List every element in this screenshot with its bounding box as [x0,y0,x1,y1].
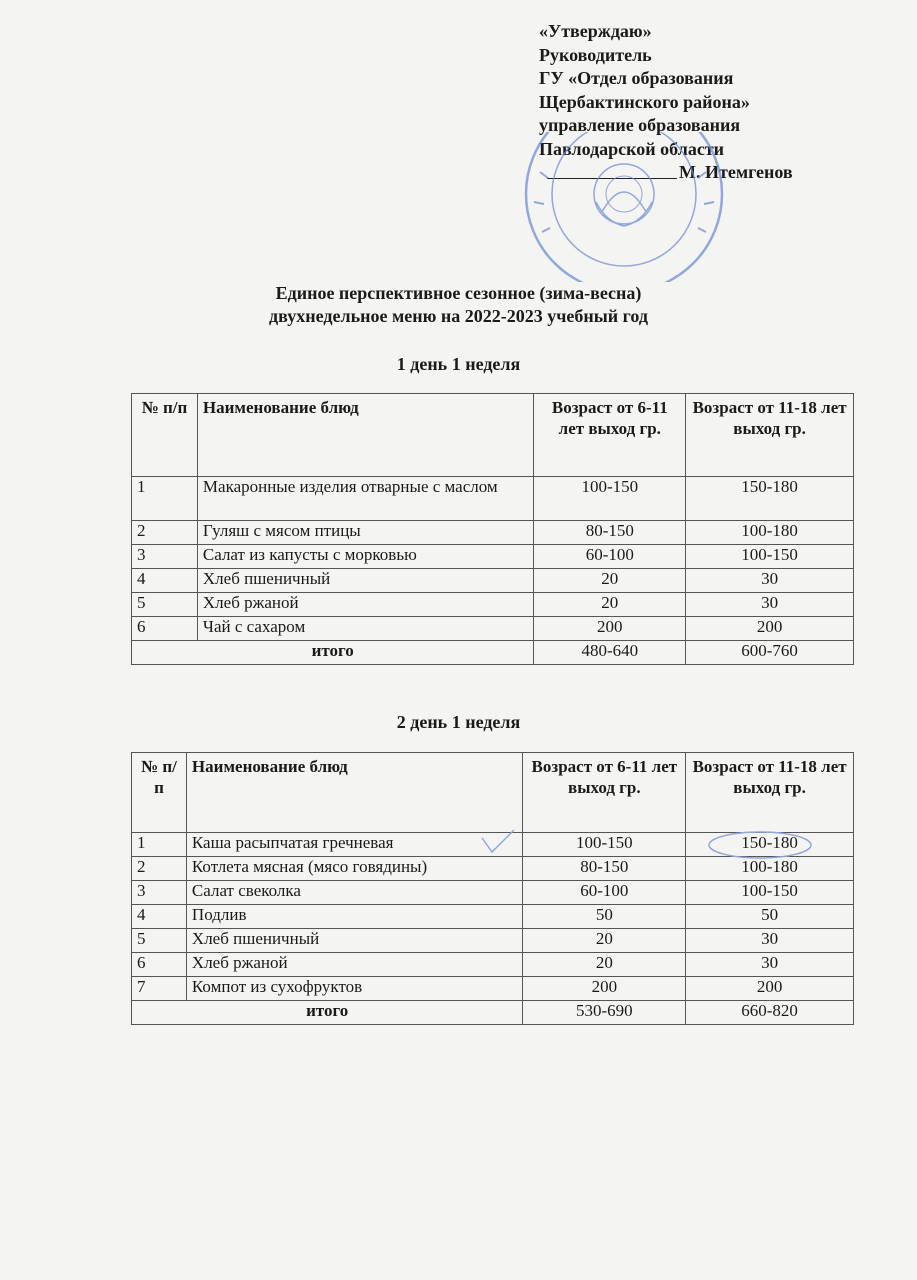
approval-line: ГУ «Отдел образования [539,68,734,88]
cell-dish: Салат из капусты с морковью [197,545,534,569]
cell-dish: Хлеб ржаной [197,593,534,617]
cell-dish: Хлеб пшеничный [197,569,534,593]
cell-age1: 60-100 [523,881,686,905]
checkmark-icon [478,826,518,856]
cell-num: 4 [132,569,198,593]
day1-menu-table [131,393,854,665]
table-header-row [132,394,854,477]
cell-dish: Чай с сахаром [197,617,534,641]
cell-age1: 100-150 [534,477,686,521]
cell-age2: 30 [686,929,854,953]
cell-age1: 100-150 [523,833,686,857]
cell-dish: Салат свеколка [186,881,523,905]
approval-line: управление образования [539,115,741,135]
signer-name: М. Итемгенов [679,162,793,182]
cell-age1: 20 [534,593,686,617]
total-row [132,1001,854,1025]
approval-line: Руководитель [539,44,652,65]
total-label: итого [132,641,534,665]
cell-age1: 80-150 [534,521,686,545]
cell-num: 3 [132,545,198,569]
cell-num: 6 [132,617,198,641]
official-seal-icon [512,132,732,282]
cell-age2: 150-180 [686,477,854,521]
cell-num: 1 [132,477,198,521]
table-row [132,905,854,929]
cell-num: 2 [132,857,187,881]
table-row [132,545,854,569]
cell-age2: 150-180 [686,833,854,857]
cell-age2: 30 [686,569,854,593]
table-row [132,977,854,1001]
header-num: № п/п [132,394,198,477]
day2-heading: 2 день 1 неделя [396,712,521,732]
day1-heading: 1 день 1 неделя [396,354,521,374]
day2-menu-table [131,752,854,1025]
cell-num: 3 [132,881,187,905]
total-age1: 530-690 [523,1001,686,1025]
cell-dish: Каша расыпчатая гречневая [186,833,523,857]
cell-age1: 20 [534,569,686,593]
cell-age1: 200 [523,977,686,1001]
cell-dish: Хлеб пшеничный [186,929,523,953]
cell-dish: Макаронные изделия отварные с маслом [197,477,534,521]
cell-age2: 100-180 [686,857,854,881]
table-row [132,521,854,545]
cell-num: 6 [132,953,187,977]
cell-dish: Компот из сухофруктов [186,977,523,1001]
title-line: Единое перспективное сезонное (зима-весна) [275,283,642,303]
cell-dish: Котлета мясная (мясо говядины) [186,857,523,881]
total-age2: 600-760 [686,641,854,665]
cell-num: 4 [132,905,187,929]
approval-line: Павлодарской области [539,138,725,159]
table-row [132,569,854,593]
table-row [132,477,854,521]
cell-dish: Подлив [186,905,523,929]
cell-age2: 30 [686,953,854,977]
table-header-row [132,753,854,833]
header-age-6-11: Возраст от 6-11 лет выход гр. [523,753,686,833]
approval-line: Щербактинского района» [539,91,750,112]
approval-line: «Утверждаю» [539,21,652,41]
header-name: Наименование блюд [197,394,534,477]
cell-age2: 200 [686,977,854,1001]
cell-age1: 200 [534,617,686,641]
cell-age1: 20 [523,929,686,953]
cell-dish: Хлеб ржаной [186,953,523,977]
cell-age2: 50 [686,905,854,929]
cell-age1: 20 [523,953,686,977]
cell-age1: 80-150 [523,857,686,881]
table-row [132,593,854,617]
total-age2: 660-820 [686,1001,854,1025]
cell-num: 7 [132,977,187,1001]
table-row [132,953,854,977]
total-row [132,641,854,665]
table-row [132,881,854,905]
header-age-6-11: Возраст от 6-11 лет выход гр. [534,394,686,477]
cell-age2: 200 [686,617,854,641]
table-row [132,617,854,641]
cell-num: 5 [132,593,198,617]
cell-age2: 30 [686,593,854,617]
pen-circle-mark-icon [705,828,815,862]
header-age-11-18: Возраст от 11-18 лет выход гр. [686,753,854,833]
cell-age2: 100-150 [686,881,854,905]
header-name: Наименование блюд [186,753,523,833]
cell-num: 2 [132,521,198,545]
header-age-11-18: Возраст от 11-18 лет выход гр. [686,394,854,477]
document-title [0,282,917,328]
cell-dish: Гуляш с мясом птицы [197,521,534,545]
cell-age2: 100-150 [686,545,854,569]
cell-age1: 60-100 [534,545,686,569]
cell-num: 5 [132,929,187,953]
cell-num: 1 [132,833,187,857]
cell-age1: 50 [523,905,686,929]
header-num: № п/п [132,753,187,833]
table-row [132,929,854,953]
cell-age2: 100-180 [686,521,854,545]
total-label: итого [132,1001,523,1025]
title-line: двухнедельное меню на 2022-2023 учебный год [269,306,648,326]
total-age1: 480-640 [534,641,686,665]
